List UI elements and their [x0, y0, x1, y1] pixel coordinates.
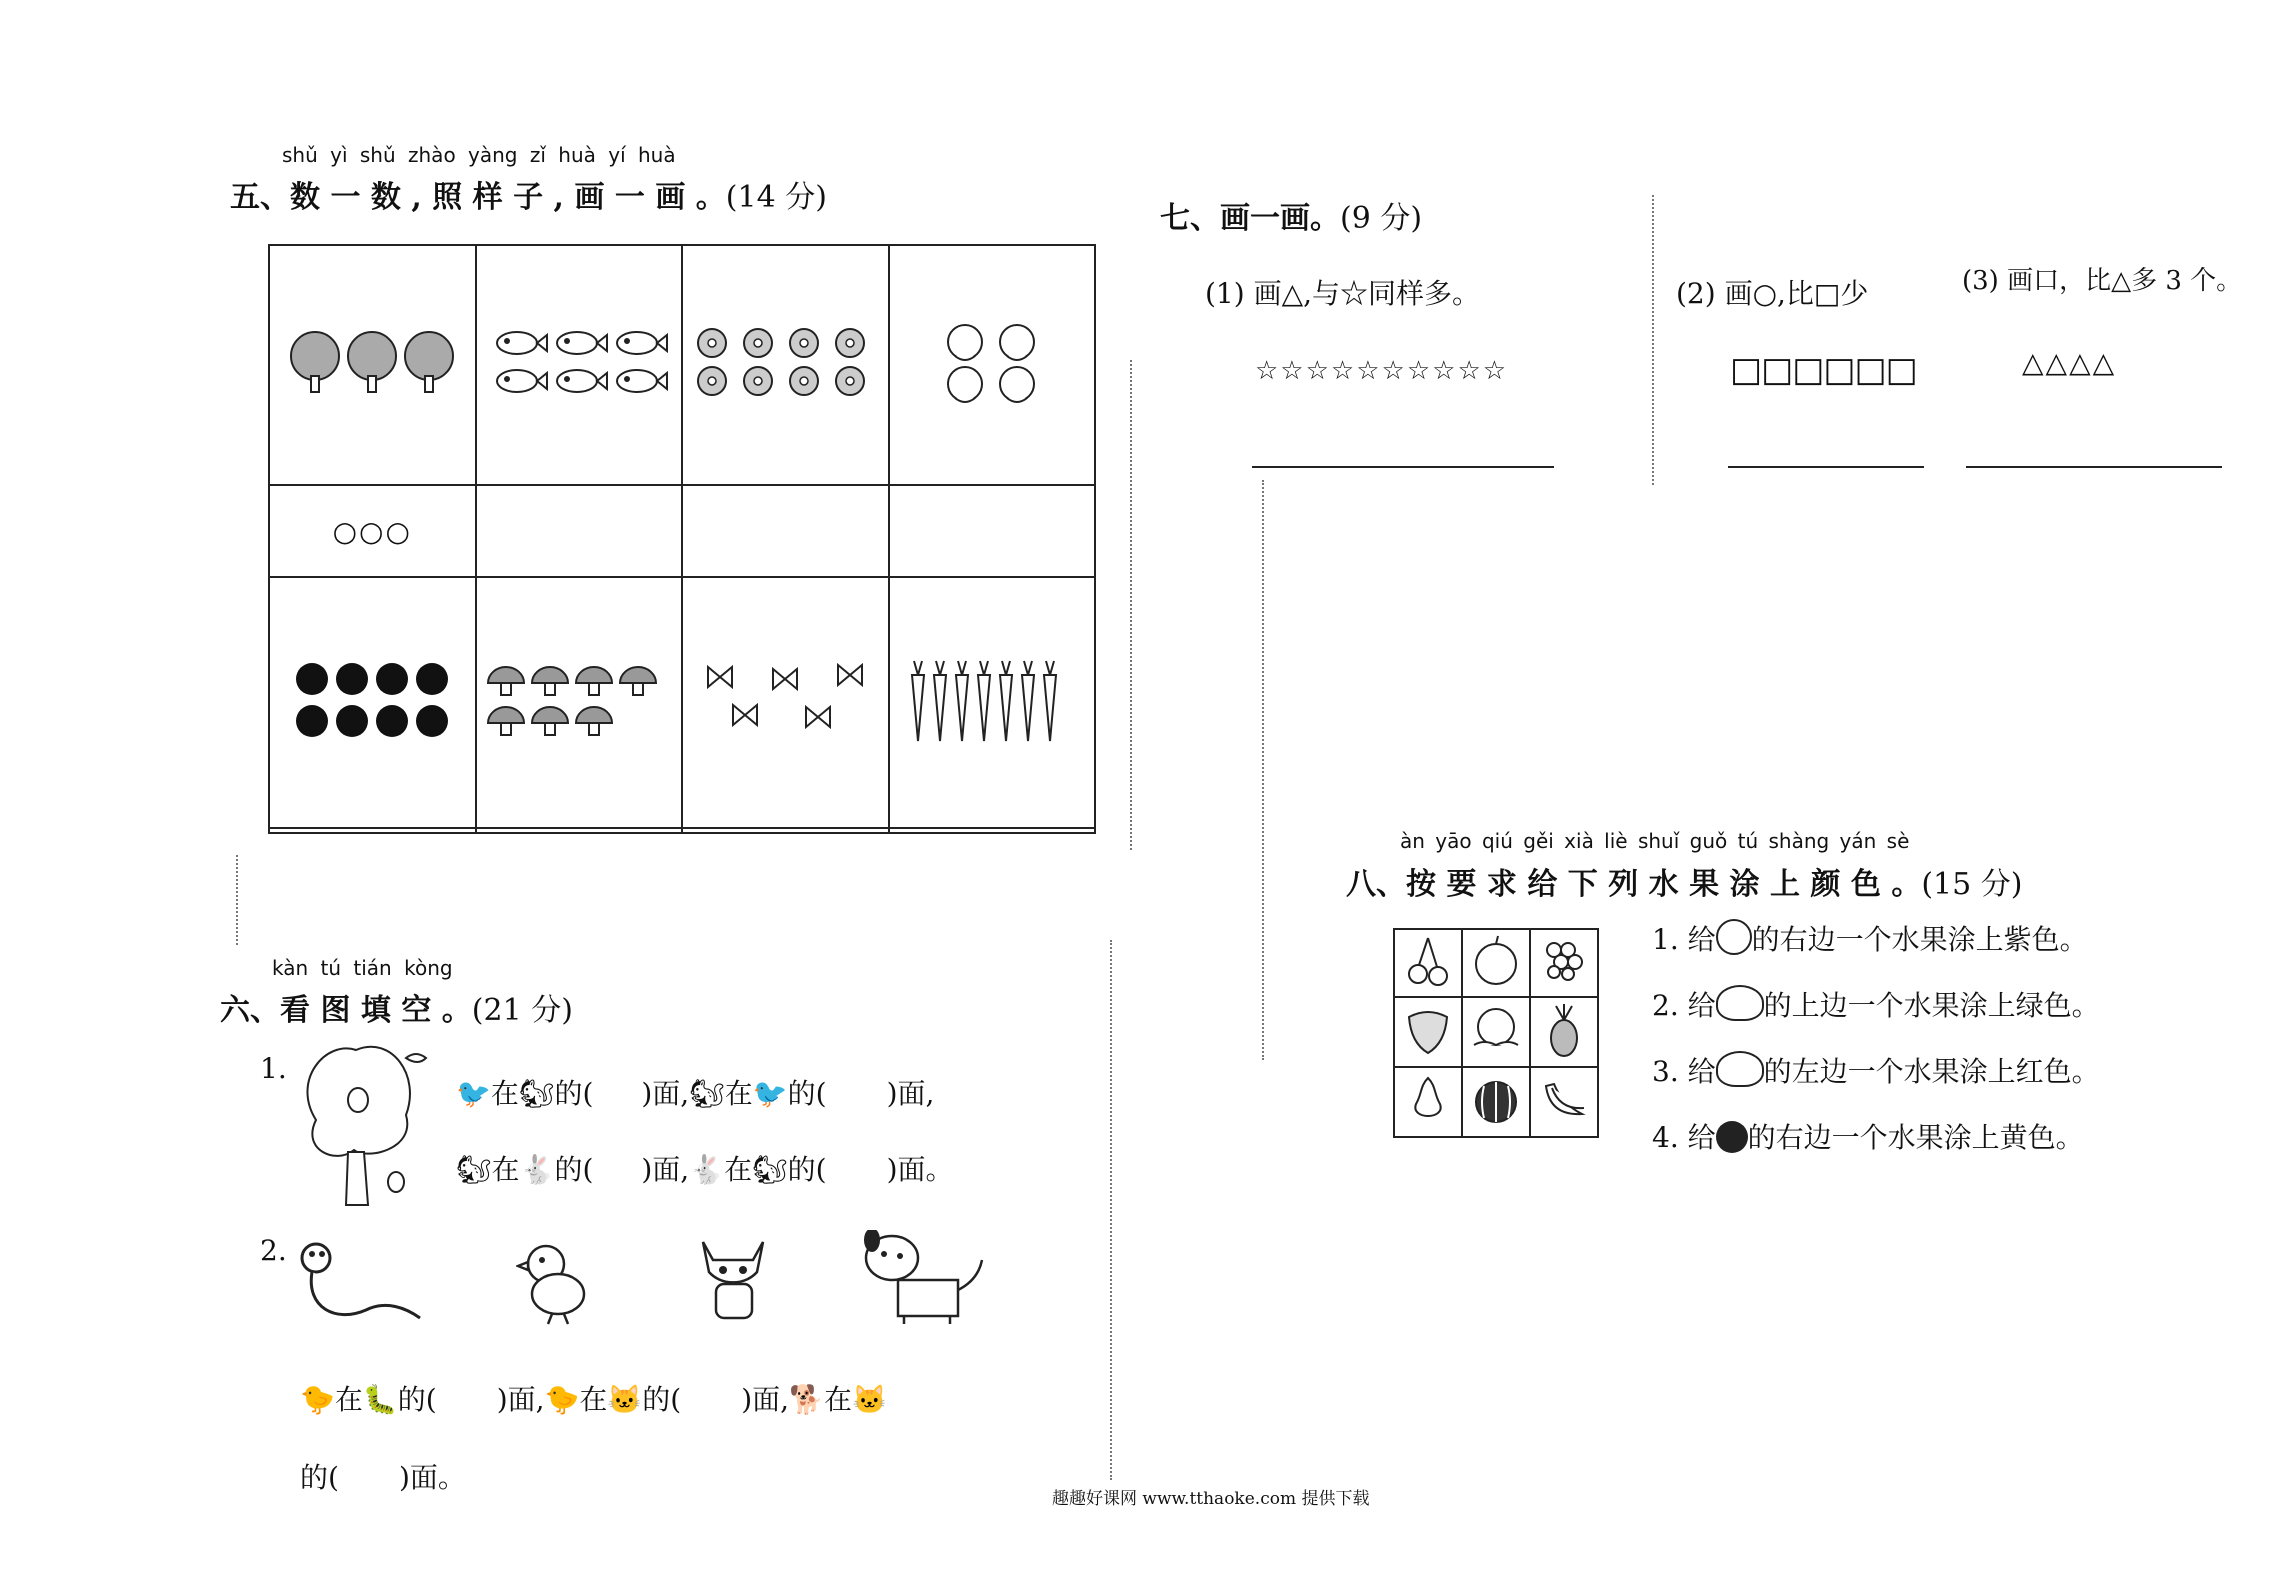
section5-pinyin: shǔ yì shǔ zhào yàng zǐ huà yí huà — [282, 143, 676, 167]
bird-icon: 🐦 — [456, 1077, 491, 1110]
chick-icon: 🐤 — [544, 1383, 580, 1416]
section6-heading — [220, 985, 573, 1029]
section6-title: 六、看 图 填 空 。 — [220, 993, 472, 1028]
section7-q1-answer-line[interactable] — [1252, 466, 1554, 468]
cat-icon: 🐱 — [851, 1383, 887, 1416]
q6-1-line1: 🐦在🐿的( )面,🐿在🐦的( )面, — [456, 1077, 935, 1110]
q6-1-number: 1. — [260, 1052, 287, 1085]
section5-title: 五、数 一 数 , 照 样 子 , 画 一 画 。 — [230, 180, 726, 215]
strawberry-icon — [1405, 1003, 1451, 1057]
counting-grid — [268, 244, 1096, 834]
fruit-grid — [1393, 928, 1599, 1138]
tree-icon — [287, 328, 457, 398]
pear-icon — [1408, 1072, 1448, 1128]
sample-answer-cell — [269, 485, 476, 576]
cat-icon — [688, 1232, 778, 1322]
watermelon-icon — [1716, 1121, 1748, 1153]
pineapple-icon — [1544, 1002, 1584, 1058]
cell-butterflies — [682, 577, 889, 828]
cell-apples — [269, 577, 476, 828]
section7-q3-answer-line[interactable] — [1966, 466, 2222, 468]
answer-cell-flowers[interactable] — [682, 485, 889, 576]
section7-q2-squares: □□□□□□ — [1730, 350, 1917, 390]
section8-heading — [1346, 859, 2022, 903]
chick-icon — [516, 1236, 596, 1326]
section7-q3-label: (3) 画口，比△多 3 个。 — [1962, 266, 2243, 296]
q6-2-number: 2. — [260, 1234, 287, 1267]
section7-q2-label: (2) 画○,比□少 — [1676, 277, 1869, 310]
cherry-icon — [1406, 934, 1450, 988]
carrot-icon — [902, 655, 1082, 745]
section7-score: (9 分) — [1340, 201, 1423, 236]
footer-credit: 趣趣好课网 www.tthaoke.com 提供下载 — [1052, 1489, 1370, 1509]
squirrel-icon: 🐿 — [518, 1077, 555, 1110]
grapes-icon — [1542, 934, 1586, 988]
peach-outline-icon — [1716, 985, 1764, 1021]
section8-item-1: 1. 给 的右边一个水果涂上紫色。 — [1652, 918, 2088, 958]
cat-icon: 🐱 — [607, 1383, 643, 1416]
mushroom-icon — [484, 657, 674, 743]
fruit-pear[interactable] — [1394, 1067, 1462, 1137]
answer-cell-butterflies[interactable] — [682, 828, 889, 833]
section5-heading — [230, 172, 827, 216]
cell-mushrooms — [476, 577, 683, 828]
section6-pinyin: kàn tú tián kòng — [272, 956, 453, 980]
separator-dotted-margin — [236, 855, 238, 945]
answer-cell-mushrooms[interactable] — [476, 828, 683, 833]
fruit-apple[interactable] — [1462, 929, 1530, 997]
peach-outline-icon — [1716, 1051, 1764, 1087]
cell-fish — [476, 245, 683, 485]
dog-icon — [858, 1230, 988, 1326]
section7-q1-stars: ☆☆☆☆☆☆☆☆☆☆ — [1255, 356, 1509, 386]
dog-icon: 🐕 — [789, 1383, 824, 1416]
q6-1-line2: 🐿在🐇的( )面,🐇在🐿的( )面。 — [456, 1153, 954, 1186]
fruit-banana[interactable] — [1530, 1067, 1598, 1137]
answer-cell-carrots[interactable] — [889, 828, 1096, 833]
q6-2-line1: 🐤在🐛的( )面,🐤在🐱的( )面,🐕在🐱 — [300, 1383, 887, 1416]
section8-title: 八、按 要 求 给 下 列 水 果 涂 上 颜 色 。 — [1346, 867, 1922, 902]
fish-icon — [489, 325, 669, 401]
fruit-cherry[interactable] — [1394, 929, 1462, 997]
section7-q1-label: (1) 画△,与☆同样多。 — [1205, 277, 1480, 310]
fruit-pineapple[interactable] — [1530, 997, 1598, 1067]
fruit-watermelon[interactable] — [1462, 1067, 1530, 1137]
sample-circles: ○○○ — [332, 514, 412, 548]
cell-peaches — [889, 245, 1096, 485]
rabbit-icon: 🐇 — [689, 1153, 725, 1186]
fruit-grapes[interactable] — [1530, 929, 1598, 997]
watermelon-icon — [1472, 1074, 1520, 1126]
butterfly-icon — [700, 657, 870, 743]
section6-score: (21 分) — [471, 993, 573, 1028]
section8-item-4: 4. 给 的右边一个水果涂上黄色。 — [1652, 1121, 2084, 1154]
peach-outline-icon — [1468, 1003, 1524, 1057]
section8-score: (15 分) — [1921, 867, 2023, 902]
section8-pinyin: àn yāo qiú gěi xià liè shuǐ guǒ tú shàng yán sè — [1400, 829, 1910, 853]
bird-icon: 🐦 — [752, 1077, 788, 1110]
apple-outline-icon — [1716, 919, 1752, 955]
tree-with-animals-icon — [296, 1040, 436, 1210]
section7-title: 七、画一画。 — [1160, 201, 1340, 236]
cell-flowers — [682, 245, 889, 485]
cell-trees — [269, 245, 476, 485]
answer-cell-fish[interactable] — [476, 485, 683, 576]
cell-carrots — [889, 577, 1096, 828]
apple-outline-icon — [1472, 934, 1520, 988]
section7-heading — [1160, 193, 1422, 237]
banana-icon — [1540, 1074, 1588, 1126]
chick-icon: 🐤 — [300, 1383, 335, 1416]
section8-item-3: 3. 给 的左边一个水果涂上红色。 — [1652, 1050, 2100, 1090]
q6-2-line2: 的( )面。 — [300, 1461, 466, 1494]
rabbit-icon: 🐇 — [519, 1153, 555, 1186]
peach-icon — [937, 320, 1047, 406]
section7-q3-triangles: △△△△ — [2022, 346, 2117, 379]
fruit-peach[interactable] — [1462, 997, 1530, 1067]
section8-item-2: 2. 给 的上边一个水果涂上绿色。 — [1652, 984, 2100, 1024]
squirrel-icon: 🐿 — [689, 1077, 725, 1110]
answer-cell-apples[interactable] — [269, 828, 476, 833]
section7-q2-answer-line[interactable] — [1728, 466, 1924, 468]
squirrel-icon: 🐿 — [752, 1153, 788, 1186]
separator-dotted-mid — [1262, 480, 1264, 1060]
separator-dotted-section7 — [1652, 195, 1654, 485]
answer-cell-peaches[interactable] — [889, 485, 1096, 576]
worm-icon: 🐛 — [362, 1383, 398, 1416]
separator-dotted-left — [1130, 360, 1132, 850]
worm-icon — [296, 1238, 426, 1328]
apple-icon — [292, 657, 452, 743]
section5-score: (14 分) — [725, 180, 827, 215]
squirrel-icon: 🐿 — [456, 1153, 492, 1186]
flower-icon — [690, 325, 880, 401]
separator-dotted-left-lower — [1110, 940, 1112, 1480]
fruit-strawberry[interactable] — [1394, 997, 1462, 1067]
